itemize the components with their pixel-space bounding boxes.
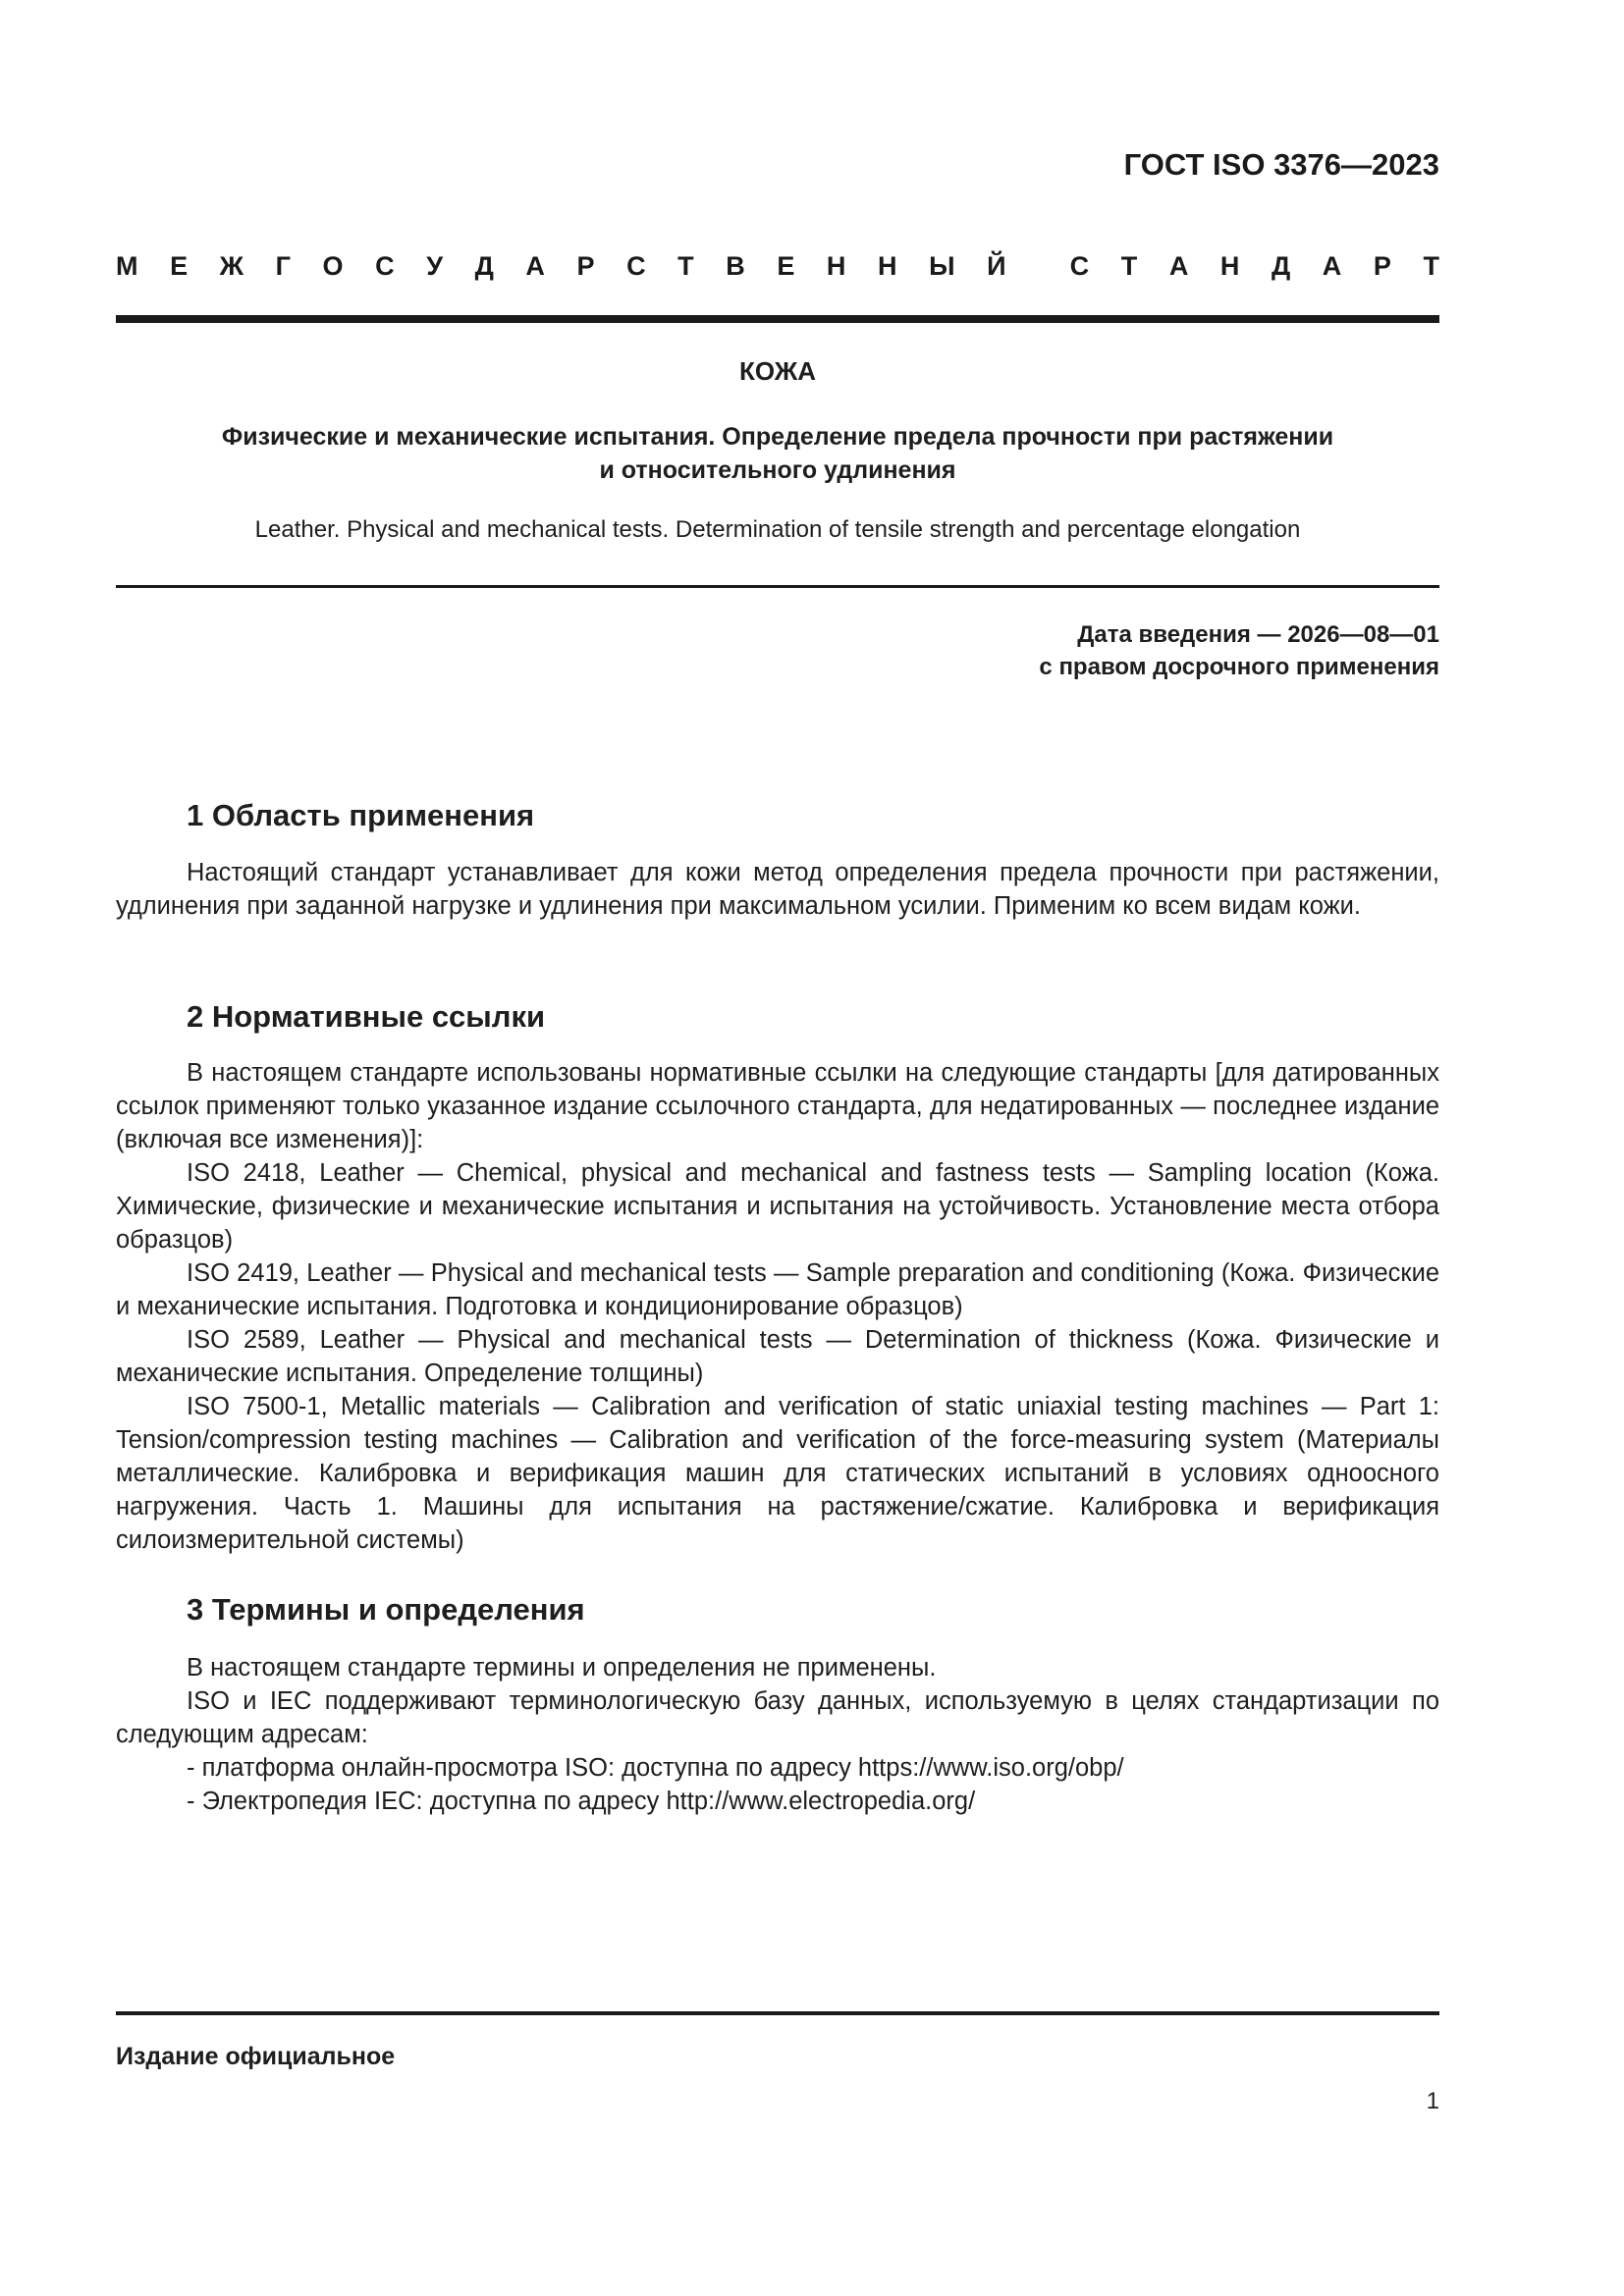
banner-letter: Р xyxy=(576,251,595,281)
banner-letter: Г xyxy=(275,251,291,281)
reference-item: ISO 2418, Leather — Chemical, physical and mechanical and fastness tests — Sampling location (Кожа. Химические, физические и механические испытания и испытания на устойчивость. Установление места отбора образцов) xyxy=(116,1159,1439,1254)
official-edition-label: Издание официальное xyxy=(116,2043,396,2070)
banner-letter: Т xyxy=(1120,251,1138,281)
section-body-terms xyxy=(116,1651,1439,1818)
section-body-scope xyxy=(116,856,1439,923)
footer-divider xyxy=(116,2011,1439,2015)
banner-letter: С xyxy=(626,251,646,281)
banner-letter: О xyxy=(322,251,344,281)
banner-letter: Н xyxy=(826,251,846,281)
banner-letter: Н xyxy=(878,251,897,281)
document-subject: КОЖА xyxy=(738,356,817,386)
paragraph: В настоящем стандарте термины и определения не применены. xyxy=(187,1654,937,1682)
standard-type-banner xyxy=(116,251,1439,282)
banner-letter: А xyxy=(1168,251,1189,281)
document-subtitle xyxy=(116,420,1439,487)
english-title: Leather. Physical and mechanical tests. Determination of tensile strength and percentage elongation xyxy=(254,516,1301,543)
banner-letter: Е xyxy=(777,251,795,281)
banner-letter: Т xyxy=(677,251,694,281)
introduction-date: Дата введения — 2026—08—01 xyxy=(1077,621,1439,648)
page-number: 1 xyxy=(1426,2088,1439,2114)
title-divider xyxy=(116,585,1439,588)
header-divider xyxy=(116,315,1439,323)
paragraph: Настоящий стандарт устанавливает для кожи метод определения предела прочности при растяжении, удлинения при заданной нагрузке и удлинения при максимальном усилии. Применим ко всем видам кожи. xyxy=(116,859,1439,920)
banner-letter: Р xyxy=(1373,251,1391,281)
banner-letter: А xyxy=(1322,251,1342,281)
banner-letter: Т xyxy=(1423,251,1439,281)
list-item: - платформа онлайн-просмотра ISO: доступна по адресу https://www.iso.org/obp/ xyxy=(187,1754,1124,1782)
banner-letter: А xyxy=(525,251,545,281)
banner-letter: В xyxy=(726,251,745,281)
section-heading-normative-references: 2 Нормативные ссылки xyxy=(187,999,546,1034)
section-heading-terms: 3 Термины и определения xyxy=(187,1592,585,1627)
section-heading-scope: 1 Область применения xyxy=(187,798,535,832)
introduction-date-block xyxy=(1039,618,1439,683)
banner-letter: М xyxy=(116,251,138,281)
banner-letter: С xyxy=(375,251,395,281)
early-application-note: с правом досрочного применения xyxy=(1039,654,1439,680)
reference-item: ISO 2589, Leather — Physical and mechanical tests — Determination of thickness (Кожа. Физические и механические испытания. Определение толщины) xyxy=(116,1326,1439,1387)
document-number: ГОСТ ISO 3376—2023 xyxy=(1123,147,1439,182)
banner-letter: Ж xyxy=(219,251,244,281)
banner-letter: Д xyxy=(1271,251,1291,281)
banner-letter: Н xyxy=(1219,251,1240,281)
paragraph: В настоящем стандарте использованы нормативные ссылки на следующие стандарты [для датированных ссылок применяют только указанное издание ссылочного стандарта, для недатированных — последнее издание (включая все изменения)]: xyxy=(116,1059,1439,1153)
banner-letter: С xyxy=(1069,251,1090,281)
banner-letter: Й xyxy=(987,251,1006,281)
subtitle-line: и относительного удлинения xyxy=(599,456,956,484)
banner-letter: Д xyxy=(474,251,494,281)
banner-letter: Е xyxy=(170,251,189,281)
paragraph: ISO и IEC поддерживают терминологическую базу данных, используемую в целях стандартизации по следующим адресам: xyxy=(116,1687,1439,1748)
subtitle-line: Физические и механические испытания. Определение предела прочности при растяжении xyxy=(221,423,1334,451)
banner-letter: У xyxy=(426,251,444,281)
banner-letter: Ы xyxy=(929,251,955,281)
section-body-normative-references xyxy=(116,1056,1439,1557)
reference-item: ISO 7500-1, Metallic materials — Calibration and verification of static uniaxial testing machines — Part 1: Tension/compression testing machines — Calibration and verification of the force-measuring system (Материалы металлические. Калибровка и верификация машин для статических испытаний в условиях одноосного нагружения. Часть 1. Машины для испытания на растяжение/сжатие. Калибровка и верификация силоизмерительной системы) xyxy=(116,1393,1439,1554)
list-item: - Электропедия IEC: доступна по адресу http://www.electropedia.org/ xyxy=(187,1788,976,1815)
reference-item: ISO 2419, Leather — Physical and mechanical tests — Sample preparation and conditioning (Кожа. Физические и механические испытания. Подготовка и кондиционирование образцов) xyxy=(116,1259,1439,1320)
